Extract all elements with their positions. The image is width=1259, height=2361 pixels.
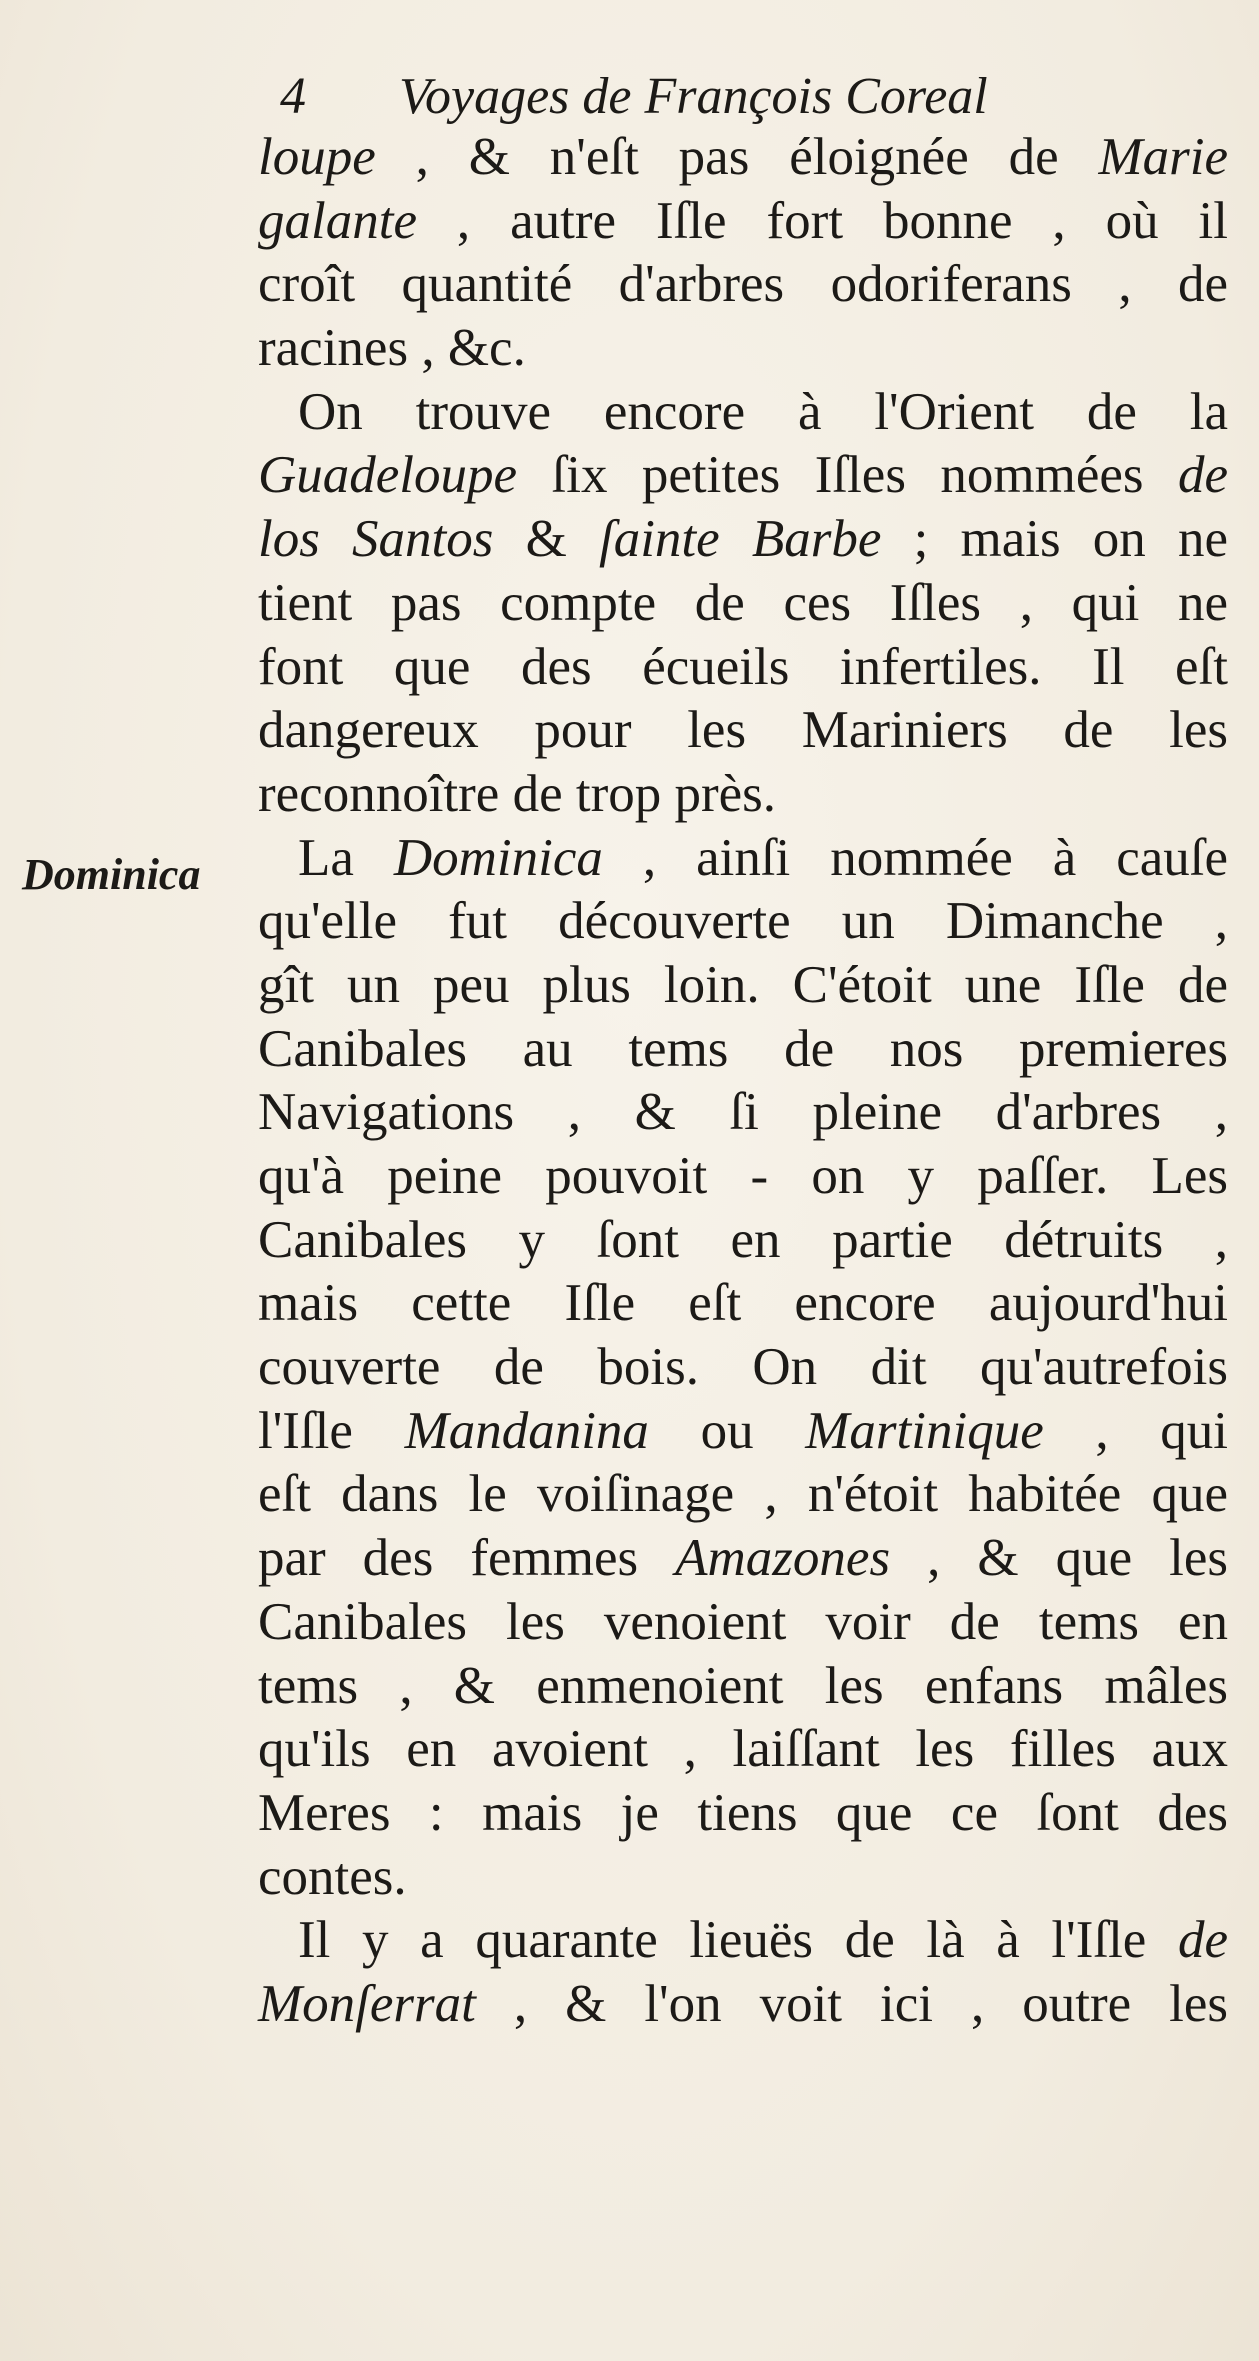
text-segment: reconnoître de trop près. xyxy=(258,764,777,823)
italic-text: Marie xyxy=(1098,128,1228,186)
text-segment: mais cette Iſle eſt encore aujourd'hui xyxy=(258,1274,1228,1333)
text-segment: qu'elle fut découverte un Dimanche , xyxy=(258,892,1228,951)
text-segment: , qui xyxy=(1043,1401,1229,1460)
text-line xyxy=(258,1463,1228,1527)
text-line xyxy=(258,1655,1228,1719)
italic-text: Amazones xyxy=(675,1529,891,1588)
text-line xyxy=(258,126,1228,190)
text-line xyxy=(258,444,1228,508)
italic-text: ſainte Barbe xyxy=(598,510,882,569)
margin-note: Dominica xyxy=(22,850,201,899)
text-segment: , & que les xyxy=(890,1529,1228,1588)
italic-text: Monſerrat xyxy=(258,1974,476,2033)
text-segment: l'Iſle xyxy=(258,1401,405,1460)
text-segment: , & l'on voit ici , outre les xyxy=(475,1974,1228,2033)
text-segment: ; mais on ne xyxy=(881,510,1228,569)
text-line xyxy=(258,827,1228,891)
text-line xyxy=(258,1973,1228,2037)
text-line xyxy=(258,1846,1228,1910)
text-segment: tems , & enmenoient les enfans mâles xyxy=(258,1656,1228,1715)
text-line xyxy=(258,699,1228,763)
text-segment: La xyxy=(298,828,394,887)
text-line xyxy=(258,1591,1228,1655)
italic-text: de xyxy=(1177,1911,1228,1970)
italic-text: Guadeloupe xyxy=(258,446,518,505)
italic-text: Martinique xyxy=(805,1401,1044,1460)
text-line xyxy=(258,381,1228,445)
running-header xyxy=(280,62,1100,132)
text-segment: qu'ils en avoient , laiſſant les filles aux xyxy=(258,1720,1228,1779)
text-line xyxy=(258,572,1228,636)
text-segment: , autre Iſle fort bonne , où il xyxy=(416,191,1228,250)
text-segment: eſt dans le voiſinage , n'étoit habitée que xyxy=(258,1465,1228,1524)
italic-text: loupe xyxy=(258,128,376,186)
text-segment: qu'à peine pouvoit - on y paſſer. Les xyxy=(258,1147,1228,1205)
text-segment: ou xyxy=(648,1401,806,1460)
text-segment: , & n'eſt pas éloignée de xyxy=(375,128,1099,186)
text-segment: ſix petites Iſles nommées xyxy=(517,446,1178,505)
text-line xyxy=(258,1400,1228,1464)
text-segment: Navigations , & ſi pleine d'arbres , xyxy=(258,1083,1228,1142)
text-line xyxy=(258,508,1228,572)
text-segment: racines , &c. xyxy=(258,319,526,378)
italic-text: Dominica xyxy=(393,828,603,887)
text-segment: Canibales les venoient voir de tems en xyxy=(258,1592,1228,1651)
text-segment: croît quantité d'arbres odoriferans , de xyxy=(258,255,1228,314)
text-line xyxy=(258,1527,1228,1591)
text-segment: tient pas compte de ces Iſles , qui ne xyxy=(258,573,1228,632)
text-line xyxy=(258,890,1228,954)
text-line xyxy=(258,1081,1228,1145)
text-line xyxy=(258,1336,1228,1400)
page-number: 4 xyxy=(280,68,306,125)
text-segment: Il y a quarante lieuës de là à l'Iſle xyxy=(298,1911,1178,1970)
text-segment: Canibales au tems de nos premieres xyxy=(258,1019,1228,1078)
text-segment: , ainſi nommée à cauſe xyxy=(602,828,1228,887)
running-title: Voyages de François Coreal xyxy=(399,68,988,125)
italic-text: los Santos xyxy=(258,510,494,569)
italic-text: Mandanina xyxy=(404,1401,649,1460)
text-segment: gît un peu plus loin. C'étoit une Iſle de xyxy=(258,955,1228,1014)
italic-text: galante xyxy=(258,191,417,250)
text-line xyxy=(258,954,1228,1018)
text-segment: Meres : mais je tiens que ce ſont des xyxy=(258,1783,1228,1842)
text-line xyxy=(258,1145,1228,1209)
text-line xyxy=(258,317,1228,381)
text-line xyxy=(258,1909,1228,1973)
text-segment: font que des écueils infertiles. Il eſt xyxy=(258,637,1228,696)
text-line xyxy=(258,253,1228,317)
text-line xyxy=(258,190,1228,254)
text-line xyxy=(258,1018,1228,1082)
italic-text: de xyxy=(1177,446,1228,505)
text-segment: par des femmes xyxy=(258,1529,676,1588)
text-segment: On trouve encore à l'Orient de la xyxy=(298,382,1228,441)
text-line xyxy=(258,1272,1228,1336)
text-segment: dangereux pour les Mariniers de les xyxy=(258,701,1228,760)
text-segment: contes. xyxy=(258,1847,407,1906)
text-segment: couverte de bois. On dit qu'autrefois xyxy=(258,1338,1228,1397)
text-segment: Canibales y ſont en partie détruits , xyxy=(258,1210,1228,1269)
text-line xyxy=(258,1718,1228,1782)
text-line xyxy=(258,763,1228,827)
body-text xyxy=(258,126,1228,2037)
text-line xyxy=(258,1782,1228,1846)
text-line xyxy=(258,636,1228,700)
text-segment: & xyxy=(493,510,599,569)
text-line xyxy=(258,1209,1228,1273)
